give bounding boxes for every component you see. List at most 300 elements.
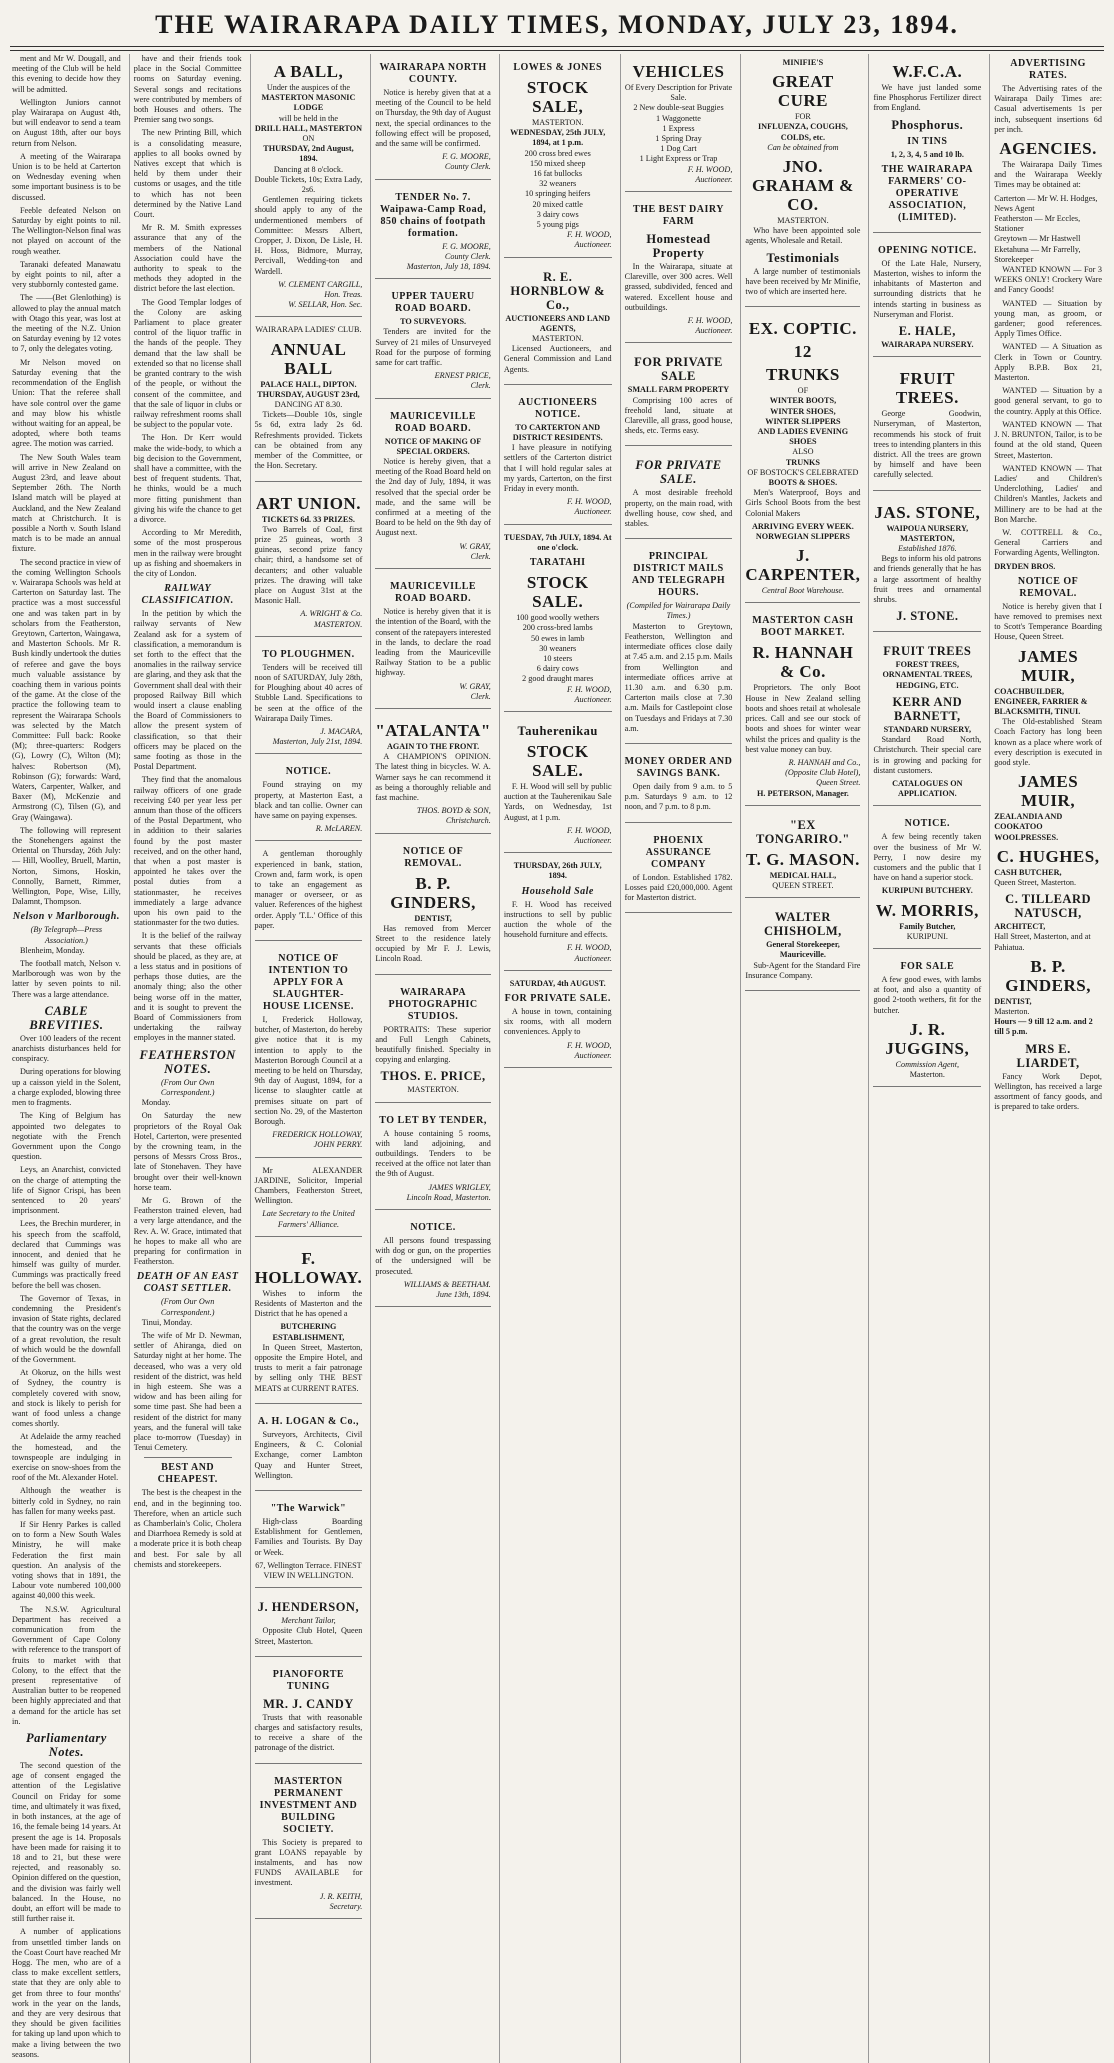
ad-text: A house in town, containing six rooms, with all modern conveniences. Apply to <box>503 1006 612 1037</box>
ad-text: F. H. Wood has received instructions to sell by public auction the whole of the household furniture and effects. <box>503 899 612 940</box>
ad-title: NOTICE. <box>285 766 332 778</box>
ad-signature: F. H. WOOD, <box>566 497 612 507</box>
article-paragraph: Mr G. Brown of the Featherston trained eleven, had a very large attendance, and the Rev. A. W. Grace, intimated that he hopes to make all who are preparing for confirmation in Featherston. <box>133 1195 242 1267</box>
ad-title: Tauherenikau <box>517 723 598 738</box>
ad-title: Household Sale <box>521 885 594 897</box>
article-paragraph: Monday. <box>141 1098 171 1108</box>
ad-signature: F. H. WOOD, <box>566 684 612 694</box>
article-paragraph: They find that the anomalous railway officers of one grade receiving £40 per year less per annum than those of the officers of the Postal Department, who in addition to their salaries found by the post master received, and on the other hand, that when a post master is appointed he takes over the postal duties from a stationmaster, he receives immediately a large advance upon his own paid to the stationmaster for the two duties. <box>133 775 242 928</box>
section-subheading: (By Telegraph—Press Association.) <box>30 925 103 945</box>
ad-line: 2 New double-seat Buggies <box>633 103 724 113</box>
section-heading-best: BEST AND CHEAPEST. <box>157 1462 218 1486</box>
ad-atalanta <box>375 713 491 834</box>
ad-text: WANTED — Situation by a good general servant, to go to the country. Apply at this Office. <box>994 386 1102 416</box>
ad-title: A BALL, <box>273 62 344 81</box>
ad-title: OPENING NOTICE. <box>878 244 977 256</box>
ad-title: MONEY ORDER AND SAVINGS BANK. <box>624 755 733 779</box>
ad-text: WANTED KNOWN — That J. N. BRUNTON, Tailor, is to be found at the old stand, Queen Street, Masterton. <box>994 419 1102 460</box>
ad-title: FOR PRIVATE SALE <box>634 355 723 384</box>
article-paragraph: Lees, the Brechin murderer, in his speech from the scaffold, declared that Cummings was innocent, and denied that he himself was guilty of murder. Cummings was practically freed before the bell was chosen. <box>12 1219 121 1290</box>
article-paragraph: It is the belief of the railway servants that these officials should be placed, as they are, at a less status and in positions of perhaps those duties, are the anomaly thing; also the other being worse off in the matter, and it is sought to prevent the Board of Commissioners from undertaking the railway employes in the manner stated. <box>133 931 242 1043</box>
ad-signature: Auctioneer. <box>574 694 612 704</box>
ad-text: Tickets—Double 10s, single 5s 6d, extra lady 2s 6d. Refreshments provided. Tickets can be obtained from any member of the Committee, or the Hon. Secretary. <box>254 410 363 471</box>
ad-signature: Queen Street. <box>816 778 861 788</box>
article-paragraph: Mr R. M. Smith expresses assurance that any of the members of the National Association could have the authority to speak to the methods they adopted in the district before the last election. <box>133 223 242 294</box>
ad-title: NOTICE. <box>904 818 951 830</box>
ad-text: Trusts that with reasonable charges and satisfactory results, to receive a share of the patronage of the district. <box>254 1712 363 1753</box>
ad-lowes-stock-sale <box>504 54 612 258</box>
ad-ploughmen <box>255 641 363 755</box>
article-paragraph: The second practice in view of the coming Wellington Schools v. Wairarapa Schools was held at Carterton on Saturday last. The practice was a most successful one and was taken part in by scholars from the Featherston, Greytown, Carterton, Waingawa, and Masterton Schools. Mr R. Bush kindly undertook the duties of referee and gave the boys much valuable assistance by coaching them in various points of the game. At the close of the practice the following team to represent the Wairarapa Schools was selected by the Match Committee: Full back: Rooke (M); three-quarters: Rodgers (G), Lowry (C), Wilton (M); halves: Robertson (M), Robinson (G); forwards: Ward, Waters, Carpenter, Walker, and Baxer (M), McKenzie and Armstrong (C), Tilsen (G), and Gray (Waingawa). <box>12 557 121 822</box>
ad-line: OF BOSTOCK'S CELEBRATED <box>747 467 859 477</box>
ad-title: "EX TONGARIRO." <box>756 817 850 846</box>
ad-line: PALACE HALL, DIPTON. <box>260 379 357 389</box>
ad-text: of London. Established 1782. Losses paid £20,000,000. Agent for Masterton district. <box>624 872 733 902</box>
ad-line: DANCING AT 8.30. <box>274 400 343 410</box>
ad-trespass <box>375 1214 491 1307</box>
ad-title: PIANOFORTE TUNING <box>272 1668 345 1692</box>
ad-text: Sub-Agent for the Standard Fire Insurance Company. <box>745 960 861 980</box>
ad-text: A gentleman thoroughly experienced in bank, station, Crown and, farm work, is open to take an engagement as manager or overseer, or as valuer. References of the highest order. Apply 'T.L.' Office of this paper. <box>254 849 363 930</box>
article-paragraph: The New South Wales team will arrive in New Zealand on August 23rd, and leave about September 26th. The North Island match will be played at Auckland, and the New Zealand match at Christchurch. It is possible a North v. South Island match is to be made an annual fixture. <box>12 452 121 554</box>
ad-signature: Lincoln Road, Masterton. <box>406 1192 491 1202</box>
ad-title: JAMES MUIR, <box>1018 646 1079 685</box>
ad-text: Found straying on my property, at Masterton East, a black and tan collie. Owner can have same on paying expenses. <box>254 780 363 820</box>
ad-private-sale-2 <box>625 450 733 539</box>
ad-title: AGENCIES. <box>999 139 1097 159</box>
ad-text: Men's Waterproof, Boys and Girls School Boots from the best Colonial Makers <box>745 488 861 518</box>
ad-line: 30 weaners <box>539 643 577 653</box>
section-heading-parliamentary: Parliamentary Notes. <box>25 1731 107 1760</box>
article-paragraph: Leys, an Anarchist, convicted on the charge of attempting the life of Signor Crispi, has been sentenced to 20 years' imprisonment. <box>12 1165 121 1216</box>
article-paragraph: Although the weather is bitterly cold in Sydney, no rain has fallen for many weeks past. <box>12 1486 121 1516</box>
column-6 <box>620 54 737 2063</box>
ad-title: J. HENDERSON, <box>257 1600 360 1615</box>
ad-tauherenikau-stock-sale <box>504 716 612 853</box>
ad-signature: County Clerk. <box>444 162 491 172</box>
ad-line: Greytown — Mr Hastwell <box>994 234 1081 244</box>
ad-line: OF <box>797 386 809 396</box>
ad-line: ZEALANDIA AND COOKATOO WOOLPRESSES. <box>994 812 1063 842</box>
article-paragraph: Tinui, Monday. <box>141 1317 193 1327</box>
ad-title: F. HOLLOWAY. <box>254 1248 363 1287</box>
column-7 <box>740 54 864 2063</box>
ad-signature: Auctioneer. <box>695 326 733 336</box>
ad-line: DENTIST, <box>994 996 1032 1006</box>
ad-signature: F. H. WOOD, <box>566 825 612 835</box>
ad-title: MASTERTON PERMANENT INVESTMENT AND BUILDING SOCIETY. <box>259 1775 358 1835</box>
ad-signature: J. MACARA, <box>320 726 363 736</box>
masthead <box>0 10 1114 50</box>
ad-signature: June 13th, 1894. <box>436 1290 491 1300</box>
ad-line: MEDICAL HALL, <box>769 870 837 880</box>
ad-vehicles <box>625 54 733 192</box>
ad-signature: F. H. WOOD, <box>687 164 733 174</box>
ad-signature: R. McLAREN. <box>315 824 363 834</box>
ad-candy <box>255 1661 363 1764</box>
ad-signature: W. CLEMENT CARGILL, <box>278 279 363 289</box>
ad-text: Standard Road North, Christchurch. Their special care is in growing and packing for distant customers. <box>873 735 982 775</box>
ad-line: CASH BUTCHER, <box>994 867 1062 877</box>
ad-line: COACHBUILDER, ENGINEER, FARRIER & BLACKSMITH, TINUI. <box>994 686 1088 716</box>
ad-hale <box>873 237 981 357</box>
ad-title: NOTICE OF REMOVAL. <box>402 845 464 869</box>
column-1 <box>8 54 125 2063</box>
column-2 <box>129 54 246 2063</box>
ad-line: Double Tickets, 10s; Extra Lady, 2s6. <box>254 174 363 195</box>
ad-line: MASTERTON. <box>777 216 829 226</box>
ad-signature: Masterton, July 18, 1894. <box>406 262 491 272</box>
ad-title: WALTER CHISHOLM, <box>764 910 842 939</box>
ad-kerr-barnett <box>873 636 981 806</box>
ad-mason <box>745 810 860 898</box>
ad-text: In the Wairarapa, situate at Clareville, over 300 acres. Well grassed, subdivided, fenced and watered. Excellent house and outbuildings. <box>624 262 733 312</box>
section-subheading: (From Our Own Correspondent.) <box>160 1077 215 1097</box>
column-4 <box>370 54 495 2063</box>
ad-line: NORWEGIAN SLIPPERS <box>755 532 850 542</box>
ad-title: NOTICE OF INTENTION TO APPLY FOR A SLAUGHTER-HOUSE LICENSE. <box>262 953 354 1012</box>
ad-mauriceville-2 <box>375 573 491 709</box>
ad-title: LOWES & JONES <box>513 62 603 73</box>
ad-line: Carterton — Mr W. H. Hodges, News Agent <box>994 193 1098 213</box>
ad-line: TICKETS 6d. 33 PRIZES. <box>261 514 355 524</box>
ad-line: H. PETERSON, Manager. <box>757 788 849 798</box>
ad-title: J. CARPENTER, <box>745 546 861 585</box>
section-subheading: (From Our Own Correspondent.) <box>160 1297 215 1317</box>
ad-dairy-farm <box>625 196 733 343</box>
ad-to-let <box>375 1107 491 1210</box>
ad-signature: ERNEST PRICE, <box>434 371 491 381</box>
ad-text: Has removed from Mercer Street to the residence lately occupied by Mr F. J. Lewis, Lincoln Road. <box>375 923 491 964</box>
ad-line: Queen Street, Masterton. <box>994 877 1077 887</box>
ad-signature: Auctioneer. <box>574 507 612 517</box>
ad-title: VEHICLES <box>632 62 725 81</box>
ad-signature: Clerk. <box>470 691 491 701</box>
ad-signature: A. WRIGHT & Co. <box>300 609 363 619</box>
ad-fruit-trees <box>873 361 981 490</box>
ad-line: 10 springing heifers <box>524 189 591 199</box>
ad-signature: Auctioneer. <box>574 240 612 250</box>
article-paragraph: Blenheim, Monday. <box>20 945 85 955</box>
ad-title: C. TILLEARD NATUSCH, <box>1005 892 1092 921</box>
ad-signature: W. SELLAR, Hon. Sec. <box>288 300 363 310</box>
ad-signature: Auctioneer. <box>574 835 612 845</box>
article-paragraph: A meeting of the Wairarapa Union is to be held at Carterton on Wednesday evening when some important business is to be discussed. <box>12 151 121 202</box>
ad-line: Under the auspices of the <box>266 83 351 92</box>
ad-notice-found <box>255 758 363 841</box>
ad-line: TO SURVEYORS. <box>400 317 467 327</box>
ad-text: Two Barrels of Coal, first prize 25 guineas, worth 3 guineas, second prize fancy chair; third, a handsome set of decanters; and other valuable prizes. The drawing will take place on August 31st at the Masonic Hall. <box>254 524 363 606</box>
ad-line: Can be obtained from <box>767 142 839 152</box>
ad-line: THURSDAY, 26th JULY, 1894. <box>513 861 602 881</box>
ad-money-order <box>625 748 733 823</box>
ad-signature: WILLIAMS & BEETHAM. <box>403 1279 491 1289</box>
ad-title: "ATALANTA" <box>375 720 491 740</box>
ad-title: AUCTIONEERS NOTICE. <box>518 396 598 420</box>
ad-title: A. H. LOGAN & Co., <box>257 1415 360 1427</box>
ad-text: The Advertising rates of the Wairarapa Daily Times are: Casual advertisements 1s per inch, subsequent insertions 6d per inch. <box>994 84 1102 134</box>
article-paragraph: The wife of Mr D. Newman, settler of Ahiranga, died on Saturday night at her home. The deceased, who was a very old resident of the district, was held in high esteem. She was a widow and has been ailing for some time past. She had been a resident of the district for many years, and the funeral will take place to-morrow (Tuesday) in Tenui Cemetery. <box>133 1330 242 1453</box>
ad-line: 2 good draught mares <box>522 674 594 684</box>
ad-text: WANTED — Situation by young man, as groom, or gardener; good references. Apply Times Office. <box>994 298 1102 339</box>
ad-text: All persons found trespassing with dog or gun, on the properties of the undersigned will be prosecuted. <box>375 1236 491 1276</box>
section-heading-featherston: FEATHERSTON NOTES. <box>139 1047 236 1076</box>
article-paragraph: If Sir Henry Parkes is called on to form a New South Wales Ministry, he will make Federation the first main question. An analysis of the voting shows that in 1891, the Labour vote numbered 100,000 against 40,000 this week. <box>12 1520 121 1601</box>
ad-signature: MASTERTON. <box>314 619 363 629</box>
ad-title: PRINCIPAL DISTRICT MAILS AND TELEGRAPH HOURS. <box>631 551 726 599</box>
ad-line: AUCTIONEERS AND LAND AGENTS, <box>505 313 611 333</box>
ad-jardine <box>255 1162 363 1237</box>
ad-gentleman <box>255 845 363 941</box>
ad-line: (Compiled for Wairarapa Daily Times.) <box>626 601 731 621</box>
ad-title: B. P. GINDERS, <box>1005 956 1091 995</box>
ad-signature: JOHN PERRY. <box>313 1140 363 1150</box>
ad-text: A most desirable freehold property, on the main road, with dwelling house, cow shed, and stables. <box>624 488 733 529</box>
ad-title: J. R. JUGGINS, <box>885 1019 970 1058</box>
article-paragraph: The N.S.W. Agricultural Department has received a communication from the Government of Cape Colony with reference to the transport of fruits to market with that Colony, to the effect that the present representative of Australian butter to be reopened been highly appreciated and that a demand for the article has set in. <box>12 1604 121 1726</box>
ad-line: 3 dairy cows <box>536 209 579 219</box>
ad-line: DRILL HALL, MASTERTON <box>254 123 363 133</box>
section-heading-cable: CABLE BREVITIES. <box>29 1003 104 1032</box>
ad-text: A house containing 5 rooms, with land adjoining, and outbuildings. Tenders to be received at the office not later than the 9th of August. <box>375 1128 491 1179</box>
article-paragraph: The Good Templar lodges of the Colony are asking Parliament to place greater control of the liquor traffic in the hands of the people. They demand that the law shall be extended so that no license shall be granted contrary to the wish of the people, or without the consent of the committee, and that the sale of liquor in clubs or railway refreshment rooms shall be subject to the popular vote. <box>133 297 242 430</box>
ad-signature: (Opposite Club Hotel), <box>785 768 861 778</box>
ad-title: STOCK SALE. <box>526 573 589 612</box>
ad-title: "The Warwick" <box>270 1502 347 1514</box>
ad-signature: Masterton, July 21st, 1894. <box>272 737 363 747</box>
ad-line: 10 steers <box>543 653 573 663</box>
ad-intention <box>255 945 363 1158</box>
article-paragraph: Mr Nelson moved on Saturday evening that the recommendation of the English Union: That the referee shall have sole control over the game and may blow his whistle without waiting for an appeal, be adopted, where both teams agree. The motion was carried. <box>12 357 121 449</box>
ad-title: ADVERTISING RATES. <box>1010 58 1086 81</box>
ad-text: Mr ALEXANDER JARDINE, Solicitor, Imperial Chambers, Featherston Street, Wellington. <box>254 1165 363 1206</box>
article-paragraph: During operations for blowing up a caisson yield in the Solent, a charge exploded, blowing three men to fragments. <box>12 1067 121 1108</box>
ad-line: 16 fat bullocks <box>533 169 583 179</box>
ad-line: ON <box>302 134 315 144</box>
section-heading-death: DEATH OF AN EAST COAST SETTLER. <box>136 1271 239 1295</box>
ad-title: MAURICEVILLE ROAD BOARD. <box>390 410 477 434</box>
ad-line: Commission Agent, <box>895 1059 960 1069</box>
column-3 <box>250 54 367 2063</box>
ad-line: MASTERTON. <box>531 334 584 344</box>
ad-signature: Clerk. <box>470 381 491 391</box>
ad-line: FOREST TREES, ORNAMENTAL TREES, HEDGING, ETC. <box>882 660 973 690</box>
ad-line: TUESDAY, 7th JULY, 1894. At one o'clock. <box>503 532 612 552</box>
ad-title: THOS. E. PRICE, <box>380 1069 486 1084</box>
ad-title: JNO. GRAHAM & CO. <box>752 157 854 215</box>
section-heading-marlborough: Nelson v Marlborough. <box>12 911 120 923</box>
ad-title: THE BEST DAIRY FARM <box>633 204 724 228</box>
ad-holloway <box>255 1241 363 1404</box>
ad-text: In Queen Street, Masterton, opposite the Empire Hotel, and trusts to merit a fair patronage by selling only THE BEST MEATS at CURRENT RATES. <box>254 1342 363 1393</box>
ad-title: STOCK SALE. <box>526 741 589 780</box>
ad-line: BUTCHERING ESTABLISHMENT, <box>272 1322 345 1342</box>
ad-signature: THOS. BOYD & SON, <box>416 806 491 816</box>
ad-line: ALSO <box>792 447 814 457</box>
article-paragraph: In the petition by which the railway servants of New Zealand ask for a system of classification, a memorandum is set forth to the effect that the anomalies in the railway service are glaring, and they ask that the Government shall deal with their proposed Railway Bill which would insert a clause enabling the Board of Commissioners to allow the present system of classification, so that their officers may be placed on the same footing as those in the Postal Department. <box>133 609 242 772</box>
ad-line: THURSDAY, AUGUST 23rd, <box>257 389 360 399</box>
ad-text: Fancy Work Depot, Wellington, has received a large assortment of fancy goods, and is prepared to take orders. <box>994 1071 1102 1112</box>
ad-line: Hours — 9 till 12 a.m. and 2 till 5 p.m. <box>994 1017 1093 1037</box>
divider <box>144 1457 232 1458</box>
ad-text: I, Frederick Holloway, butcher, of Masterton, do hereby give notice that it is my intention to apply to the Masterton Borough Council at a meeting to be held on Thursday, 9th day of August, 1894, for a license to slaughter cattle at premises situate on part of section No. 29, of the Masterton Borough. <box>254 1015 363 1127</box>
article-paragraph: A number of applications from unsettled timber lands on the Coast Court have reached Mr Hogg. The men, who are of a class to make excellent settlers, state that they are only able to get from three to four months' work in the year on the lands, and they are very desirous that they should be given facilities for taking up land upon which to make a living between the two seasons. <box>12 1927 121 2059</box>
ad-signature: Clerk. <box>470 551 491 561</box>
ad-text: A large number of testimonials have been received by Mr Minifie, two of which are inserted here. <box>745 266 861 297</box>
article-paragraph: The following will represent the Stonehengers against the Oriental on Thursday, 26th July: — Hill, Woolley, Bruell, Martin, Norton, Simons, Hoskin, Connolly, Barnett, Rimmer, Wellington, Pope, Wise, Lilly, Dalamnt, Thompson. <box>12 825 121 907</box>
article-paragraph: The Governor of Texas, in condemning the President's invasion of State rights, declared that the country was on the verge of a great revolution, the result of which would be the downfall of the Government. <box>12 1293 121 1364</box>
ad-text: Gentlemen requiring tickets should apply to any of the undermentioned members of Committee: Messrs Albert, Cropper, J. Dixon, De Lisle, H. H. Hoss, Bidmore, Murray, Percivall, Wedding-ton and Wardell. <box>254 195 363 276</box>
ad-line: 150 mixed sheep <box>529 158 586 168</box>
article-paragraph: The new Printing Bill, which is a consolidating measure, applies to all books owned by Natives except that which is held by them under their customs or usages, and the title to which has not been determined by the Native Land Court. <box>133 128 242 220</box>
ad-morris <box>873 810 981 949</box>
ad-line: SMALL FARM PROPERTY <box>627 385 730 395</box>
ad-title: FOR PRIVATE SALE. <box>635 458 722 487</box>
ad-minifie <box>745 54 860 307</box>
ad-text: I have pleasure in notifying settlers of the Carterton district that I will hold regular sales at my yards, Carterton, on the first Friday in every month. <box>503 443 612 494</box>
ad-line: KURIPUNI BUTCHERY. <box>881 886 973 896</box>
ad-text: W. COTTRELL & Co., General Carriers and Forwarding Agents, Wellington. <box>994 527 1102 558</box>
ad-masonic-ball <box>255 54 363 317</box>
ad-line: ARCHITECT, <box>994 922 1046 932</box>
ad-text: Notice is hereby given that I have removed to premises next to Scott's Temperance Boarding House, Queen Street. <box>994 601 1102 642</box>
ad-annual-ball <box>255 321 363 481</box>
ad-title: STOCK SALE, <box>526 78 589 116</box>
ad-logan <box>255 1408 363 1491</box>
ad-phoenix <box>625 827 733 914</box>
ad-title: FRUIT TREES <box>883 644 972 659</box>
masthead-rule <box>10 46 1104 51</box>
ad-title: Homestead Property <box>646 232 711 261</box>
column-5 <box>499 54 616 2063</box>
ad-title: R. E. HORNBLOW & Co., <box>510 269 606 312</box>
article-paragraph: The football match, Nelson v. Marlborough was won by the latter by seven points to nil. There was a large attendance. <box>12 959 121 999</box>
ad-title: J. STONE. <box>896 609 959 624</box>
ad-signature: F. H. WOOD, <box>687 316 733 326</box>
ad-line: STANDARD NURSERY, <box>883 724 972 734</box>
ad-for-sale <box>873 953 981 1087</box>
ad-title: WAIRARAPA NORTH COUNTY. <box>379 62 487 85</box>
ad-signature: Secretary. <box>329 1901 363 1911</box>
ad-private-sale <box>504 975 612 1068</box>
ad-text: A few being recently taken over the business of Mr W. Perry, I now desire my customers and the public that I have on hand a superior stock. <box>873 832 982 883</box>
ad-line: Central Boot Warehouse. <box>761 586 845 596</box>
ad-signature: F. H. WOOD, <box>566 943 612 953</box>
ad-line: MASTERTON MASONIC LODGE <box>261 93 356 113</box>
ad-warwick <box>255 1495 363 1588</box>
ad-title: FRUIT TREES. <box>895 369 959 408</box>
ad-signature: Auctioneer. <box>574 1050 612 1060</box>
ad-henderson <box>255 1592 363 1657</box>
ad-text: Tenders are invited for the Survey of 21 miles of Unsurveyed Road for the purpose of forming same for cart traffic. <box>375 327 491 368</box>
ad-line: Hall Street, Masterton, and at Pahiatua. <box>994 932 1091 952</box>
ad-text: Notice is hereby given, that a meeting of the Road Board held on the 2nd day of July, 1894, it was resolved that the special order be made, and the same will be confirmed at a meeting of the Board to be held on the 9th day of August next. <box>375 457 491 538</box>
ad-line: MASTERTON. <box>407 1085 459 1095</box>
ad-title: W.F.C.A. <box>892 62 963 81</box>
article-paragraph: Taranaki defeated Manawatu by eight points to nil, after a very stubbornly contested game. <box>12 259 121 290</box>
ad-line: FOR <box>794 112 811 122</box>
column-9 <box>989 54 1106 2063</box>
ad-line: TO CARTERTON AND DISTRICT RESIDENTS. <box>512 422 603 443</box>
ad-text: Surveyors, Architects, Civil Engineers, & C. Colonial Exchange, corner Lambton Quay and Hunter Street, Wellington. <box>254 1429 363 1480</box>
article-paragraph: The best is the cheapest in the end, and in the beginning too. Therefore, when an article such as Chamberlain's Colic, Cholera and Diarrhoea Remedy is sold at a moderate price it is both cheap and best. For sale by all chemists and storekeepers. <box>133 1488 242 1569</box>
ad-line: Established 1876. <box>897 544 957 554</box>
ad-text: The Wairarapa Daily Times and the Wairarapa Weekly Times may be obtained at: <box>994 160 1102 190</box>
ad-signature: Christchurch. <box>445 816 491 826</box>
ad-line: General Storekeeper, Mauriceville. <box>766 940 840 960</box>
ad-signature: FREDERICK HOLLOWAY, <box>272 1130 363 1140</box>
ad-line: 67, Wellington Terrace. FINEST VIEW IN WELLINGTON. <box>255 1560 362 1580</box>
ad-title: 12 <box>793 342 812 362</box>
ad-line: 1, 2, 3, 4, 5 and 10 lb. <box>890 149 964 159</box>
ad-title: NOTICE OF REMOVAL. <box>1017 575 1079 599</box>
ad-line: WAIPOUA NURSERY, MASTERTON, <box>886 523 969 543</box>
ad-text: Notice is hereby given that it is the intention of the Board, with the consent of the ratepayers interested in the lands, to declare the road leading from the Mauriceville Railway Station to be a public highway. <box>375 607 491 678</box>
ad-text: High-class Boarding Establishment for Gentlemen, Families and Tourists. By Day or Week. <box>254 1516 363 1557</box>
ad-signature: F. G. MOORE, <box>442 152 491 162</box>
ad-title: R. HANNAH & Co. <box>752 643 854 682</box>
ad-title: EX. COPTIC. <box>748 319 857 339</box>
columns <box>8 54 1106 2059</box>
ad-title: Phosphorus. <box>891 117 964 132</box>
ad-signature: W. GRAY, <box>459 541 491 551</box>
ad-title: MRS E. LIARDET, <box>1016 1041 1080 1070</box>
ad-signature: F. G. MOORE, <box>442 241 491 251</box>
article-paragraph: The second question of the age of consent engaged the attention of the Legislative Council on Friday for some time, and ultimately it was fixed, in both instances, at the age of 16, the female being 14 years. At present the age is 14. Proposals have been made for raising it to 18 and to 21, but these were rejected, and reasonably so. Opinion differed on the question, and the division was fairly well balanced. In the House, no doubt, an effort will be made to still further raise it. <box>12 1761 121 1924</box>
ad-stone <box>873 495 981 633</box>
ad-text: WANTED — A Situation as Clerk in Town or Country. Apply B.P.B. Box 21, Masterton. <box>994 342 1102 383</box>
ad-line: ARRIVING EVERY WEEK. <box>751 521 854 531</box>
ad-line: MASTERTON. <box>531 118 584 127</box>
ad-line: 100 good woolly wethers <box>516 613 600 623</box>
ad-title: W. MORRIS, <box>875 900 979 920</box>
ad-text: George Goodwin, Nurseryman, of Masterton, recommends his stock of fruit trees to intending planters in this district. All the trees are grown by himself and have been carefully selected. <box>873 409 982 480</box>
ad-line: 200 cross bred ewes <box>524 148 591 158</box>
article-paragraph: At Okoruz, on the hills west of Sydney, the country is completely covered with snow, and stock is likely to perish for want of food unless a change comes shortly. <box>12 1368 121 1429</box>
ad-line: 1 Dog Cart <box>660 144 697 154</box>
ad-text: Masterton to Greytown, Featherston, Wellington and intermediate offices close daily at 7.45 a.m. and 2.15 p.m. Mails from Wellington and intermediate offices arrive at 11.30 a.m. and 6.30 p.m. Carterton mails close at 7.30 a.m. Mails for Castlepoint close on Tuesdays and Fridays at 7.30 a.m. <box>624 621 733 733</box>
ad-line: Merchant Tailor, <box>281 1616 336 1626</box>
ad-title: C. HUGHES, <box>996 846 1100 866</box>
ad-small-farm <box>625 347 733 446</box>
ad-text: The Old-established Steam Coach Factory has long been known as a place where work of every description is executed in good style. <box>994 717 1102 767</box>
ad-line: WINTER SLIPPERS <box>765 416 841 426</box>
ad-text: Comprising 100 acres of freehold land, situate at Clareville, all grass, good house, sheds, etc. Terms easy. <box>624 395 733 436</box>
section-heading-railway: RAILWAY CLASSIFICATION. <box>141 583 234 607</box>
ad-signature: County Clerk. <box>444 251 491 261</box>
ad-line: Dancing at 8 o'clock. <box>273 164 344 174</box>
ad-title: TRUNKS <box>765 365 840 385</box>
column-8 <box>868 54 985 2063</box>
ad-line: WINTER SHOES, <box>770 406 836 416</box>
ad-title: B. P. GINDERS, <box>390 873 476 912</box>
ad-line: Of Every Description for Private Sale. <box>624 83 733 103</box>
ad-signature: JAMES WRIGLEY, <box>428 1182 491 1192</box>
ad-line: INFLUENZA, COUGHS, COLDS, etc. <box>757 122 848 142</box>
ad-text: Proprietors. The only Boot House in New Zealand selling boots and shoes retail at wholesale prices. Call and see our stock of boots and shoes for winter wear whilst the prices and quality is the best value money can buy. <box>745 683 861 754</box>
ad-title: MR. J. CANDY <box>263 1696 354 1711</box>
ad-chisholm <box>745 902 860 991</box>
ad-line: 50 ewes in lamb <box>531 633 585 643</box>
article-paragraph: The King of Belgium has appointed two delegates to negotiate with the French Government upon the Congo question. <box>12 1111 121 1162</box>
ad-title: THE WAIRARAPA FARMERS' CO-OPERATIVE ASSOCIATION, (LIMITED). <box>881 163 974 223</box>
ad-title: MAURICEVILLE ROAD BOARD. <box>390 581 477 605</box>
ad-title: JAMES MUIR, <box>1018 772 1079 811</box>
ad-line: WEDNESDAY, 25th JULY, 1894, at 1 p.m. <box>510 128 606 148</box>
ad-title: WAIRARAPA PHOTOGRAPHIC STUDIOS. <box>388 986 478 1022</box>
ad-line: Masterton. <box>909 1069 945 1079</box>
ad-title: T. G. MASON. <box>746 849 860 869</box>
